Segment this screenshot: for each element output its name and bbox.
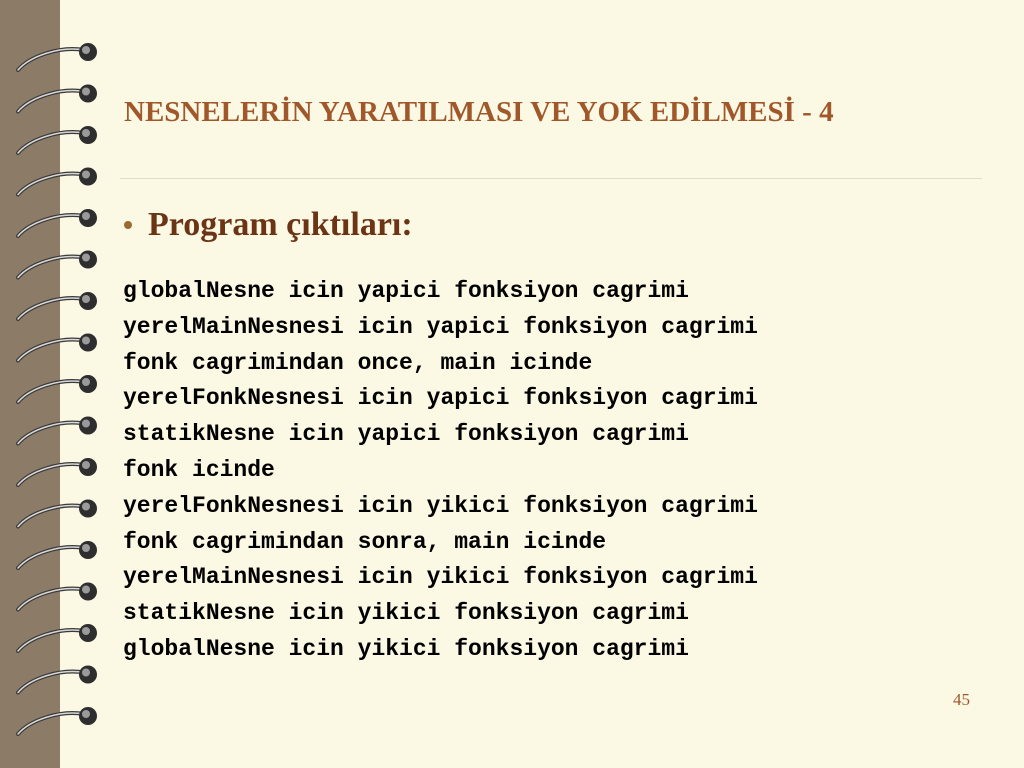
binding-ring-icon [18,541,97,568]
binding-ring-icon [18,168,97,195]
binding-ring-icon [18,85,97,112]
binding-ring-icon [18,707,97,734]
spiral-binding-icon [0,0,120,768]
binding-ring-icon [18,126,97,153]
output-line: fonk cagrimindan once, main icinde [123,349,593,376]
output-line: fonk cagrimindan sonra, main icinde [123,528,607,555]
binding-ring-icon [18,624,97,651]
binding-ring-icon [18,43,97,70]
output-line: globalNesne icin yikici fonksiyon cagrimi [123,635,689,662]
binding-ring-icon [18,209,97,236]
output-line: yerelFonkNesnesi icin yikici fonksiyon cagrimi [123,492,758,519]
output-line: yerelMainNesnesi icin yikici fonksiyon cagrimi [123,564,758,591]
binding-ring-icon [18,666,97,693]
output-line: yerelFonkNesnesi icin yapici fonksiyon cagrimi [123,385,758,412]
output-line: globalNesne icin yapici fonksiyon cagrimi [123,278,689,304]
slide-title: NESNELERİN YARATILMASI VE YOK EDİLMESİ - 4 [124,96,834,128]
output-line: yerelMainNesnesi icin yapici fonksiyon cagrimi [123,313,758,340]
binding-ring-icon [18,500,97,527]
bullet-item [124,206,413,244]
binding-ring-icon [18,292,97,319]
binding-ring-icon [18,251,97,278]
output-line: statikNesne icin yapici fonksiyon cagrimi [123,421,689,448]
bullet-dot-icon [124,221,132,229]
output-line: fonk icinde [123,456,275,483]
page-number: 45 [953,690,970,709]
binding-ring-icon [18,375,97,402]
program-output [123,274,758,668]
bullet-label: Program çıktıları: [148,206,413,243]
title-divider [120,178,982,179]
output-line: statikNesne icin yikici fonksiyon cagrimi [123,600,689,627]
binding-ring-icon [18,458,97,485]
binding-ring-icon [18,417,97,444]
binding-ring-icon [18,583,97,610]
binding-ring-icon [18,334,97,361]
